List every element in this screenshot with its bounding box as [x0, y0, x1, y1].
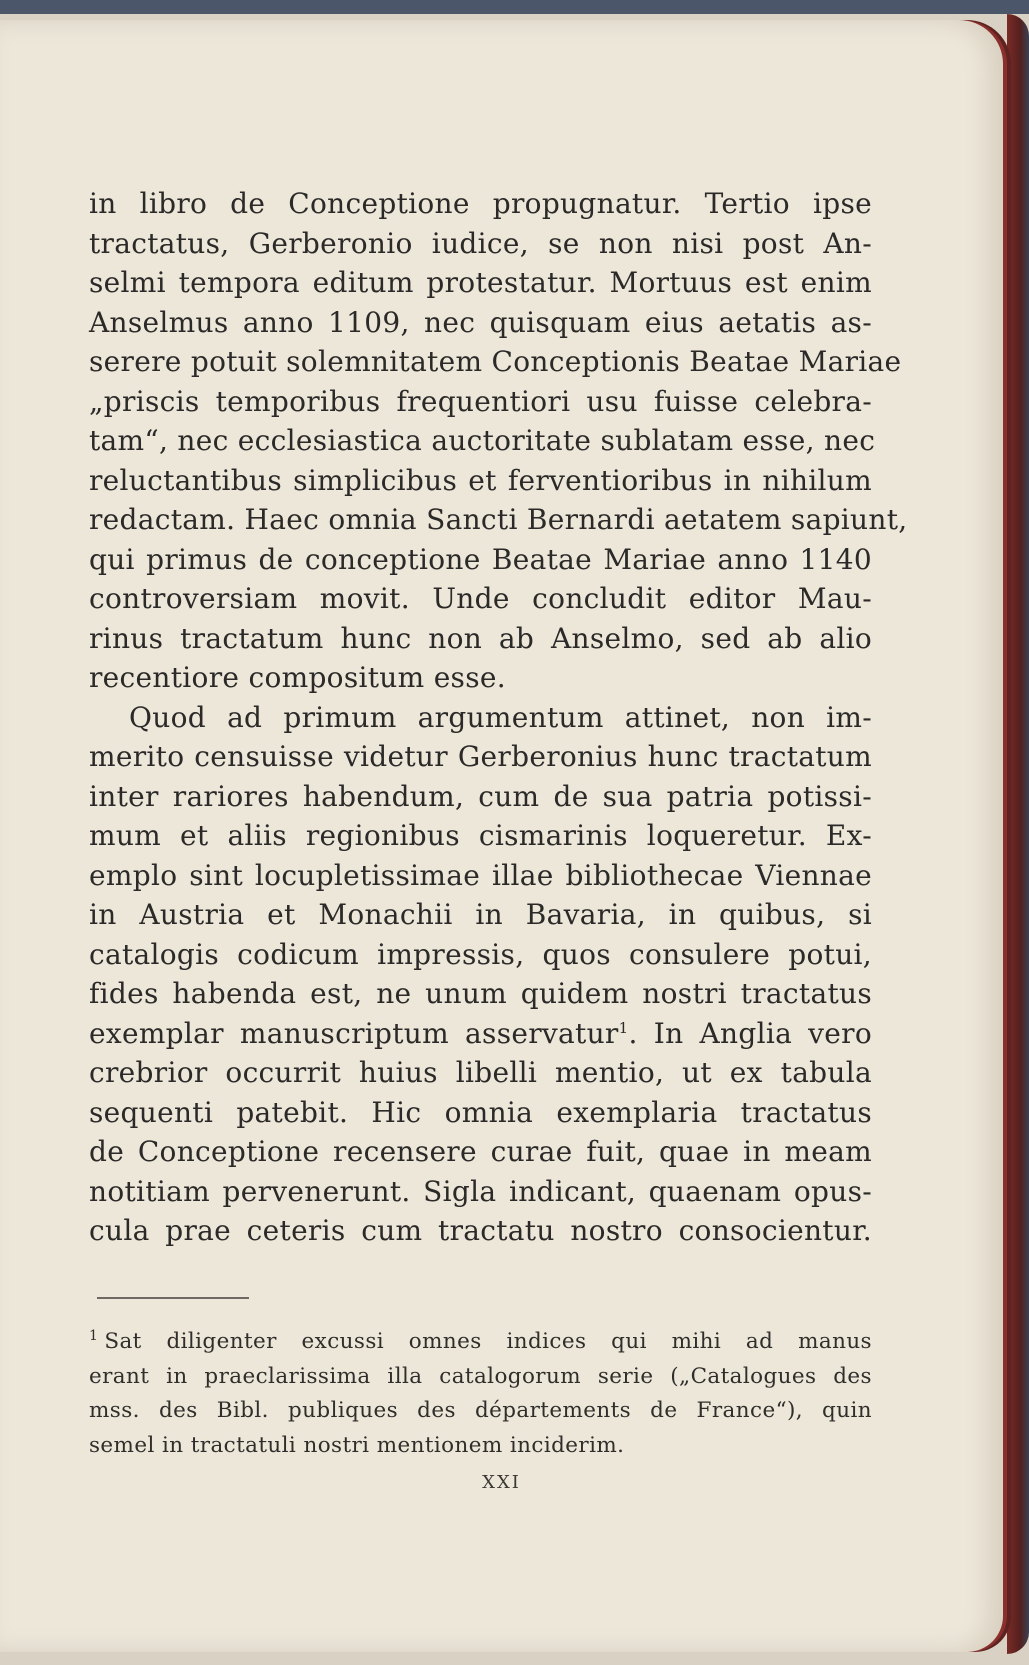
- text-line: tractatus, Gerberonio iudice, se non nisi post An-: [89, 226, 872, 260]
- paragraph-2: [89, 698, 872, 1251]
- text-line: notitiam pervenerunt. Sigla indicant, quaenam opus-: [89, 1174, 872, 1208]
- text-line: „priscis temporibus frequentiori usu fuisse celebra-: [89, 384, 872, 418]
- main-text: [89, 184, 908, 1251]
- text-line: controversiam movit. Unde concludit editor Mau-: [89, 582, 872, 615]
- book-cover-edge: [1007, 14, 1029, 1654]
- text-line: crebrior occurrit huius libelli mentio, ut ex tabula: [89, 1056, 872, 1089]
- text-line: Anselmus anno 1109, nec quisquam eius aetatis as-: [89, 305, 872, 339]
- text-line: emplo sint locupletissimae illae bibliothecae Viennae: [89, 858, 872, 892]
- text-line: merito censuisse videtur Gerberonius hunc tractatum: [89, 740, 872, 773]
- text-line: sequenti patebit. Hic omnia exemplaria tractatus: [89, 1095, 872, 1129]
- text-fragment: exemplar manuscriptum asservatur: [89, 1016, 619, 1050]
- footnote-line: erant in praeclarissima illa catalogorum serie („Catalogues des: [89, 1363, 872, 1389]
- text-line-with-footnote-ref: [89, 1014, 872, 1054]
- text-line: fides habenda est, ne unum quidem nostri tractatus: [89, 977, 872, 1010]
- text-line: selmi tempora editum protestatur. Mortuus est enim: [89, 266, 872, 299]
- footnote-line: semel in tractatuli nostri mentionem inciderim.: [89, 1432, 625, 1458]
- text-line: mum et aliis regionibus cismarinis loqueretur. Ex-: [89, 819, 872, 852]
- text-line: serere potuit solemnitatem Conceptionis Beatae Mariae: [89, 345, 902, 378]
- footnote-reference: 1: [618, 1018, 629, 1037]
- footnote-divider: [97, 1297, 249, 1299]
- text-line: reluctantibus simplicibus et ferventioribus in nihilum: [89, 463, 872, 497]
- text-line: Quod ad primum argumentum attinet, non im-: [129, 700, 872, 734]
- paragraph-1: [89, 184, 908, 698]
- text-line: inter rariores habendum, cum de sua patria potissi-: [89, 779, 872, 813]
- text-fragment: . In Anglia vero: [628, 1016, 872, 1050]
- page-number: XXI: [482, 1472, 521, 1493]
- footnote-text: Sat diligenter excussi omnes indices qui mihi ad manus: [104, 1329, 872, 1354]
- text-line: catalogis codicum impressis, quos consulere potui,: [89, 937, 872, 971]
- text-line: cula prae ceteris cum tractatu nostro consocientur.: [89, 1214, 872, 1247]
- footnote: [89, 1325, 872, 1463]
- text-line: recentiore compositum esse.: [89, 661, 506, 694]
- text-line: redactam. Haec omnia Sancti Bernardi aetatem sapiunt,: [89, 503, 908, 536]
- footnote-line: [89, 1325, 872, 1360]
- text-line: de Conceptione recensere curae fuit, quae in meam: [89, 1135, 872, 1168]
- text-line: rinus tractatum hunc non ab Anselmo, sed ab alio: [89, 621, 872, 655]
- footnote-line: mss. des Bibl. publiques des départements de France“), quin: [89, 1398, 872, 1423]
- text-line: in Austria et Monachii in Bavaria, in quibus, si: [89, 898, 872, 931]
- text-line: tam“, nec ecclesiastica auctoritate sublatam esse, nec: [89, 424, 876, 457]
- footnote-marker: 1: [89, 1328, 99, 1344]
- text-line: qui primus de conceptione Beatae Mariae anno 1140: [89, 542, 872, 576]
- text-line: in libro de Conceptione propugnatur. Tertio ipse: [89, 187, 872, 220]
